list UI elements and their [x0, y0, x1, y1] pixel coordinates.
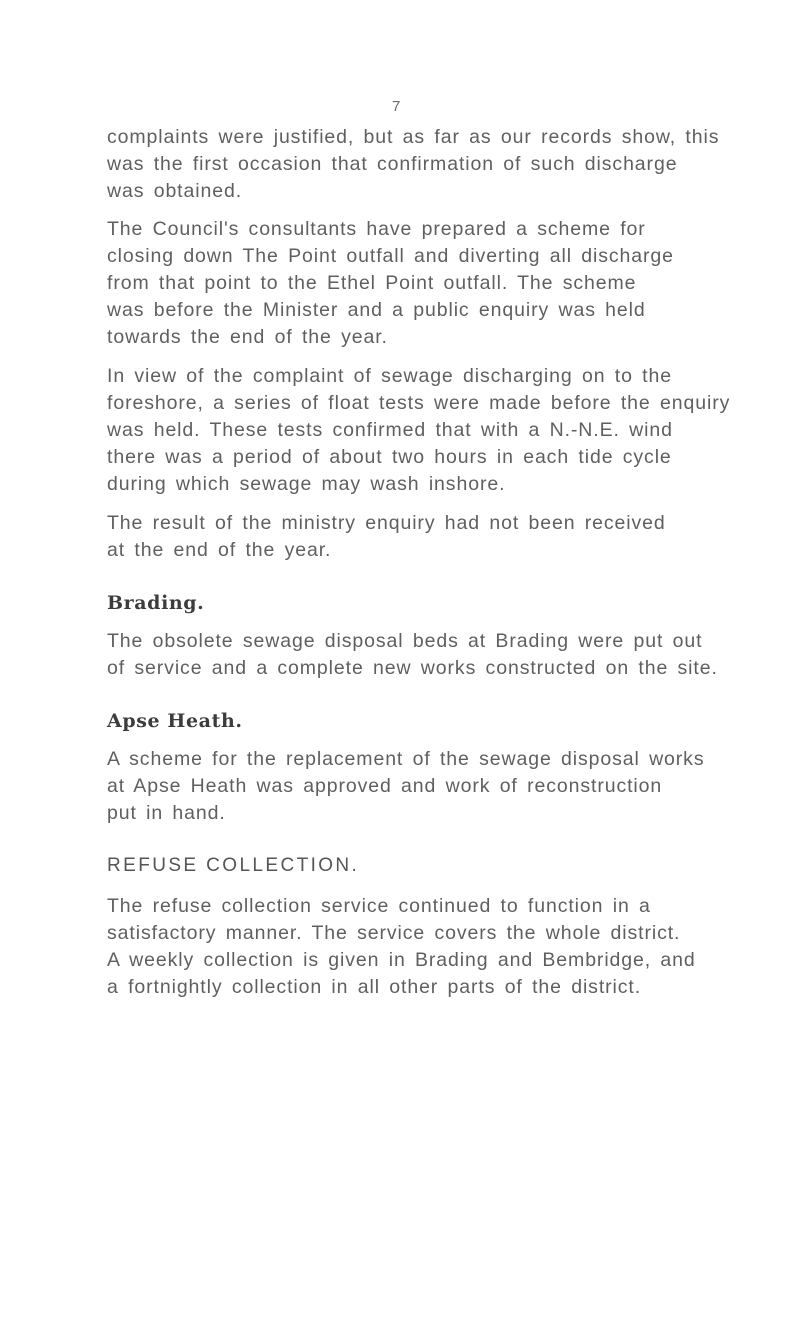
text-line: of service and a complete new works constructed on the site. [107, 657, 718, 679]
paragraph-apse-heath [107, 746, 707, 827]
paragraph-enquiry-result [107, 510, 707, 564]
text-line: at the end of the year. [107, 539, 332, 561]
text-line: The Council's consultants have prepared a scheme for [107, 218, 646, 240]
heading-apse-heath: Apse Heath. [107, 710, 243, 732]
heading-refuse-collection: REFUSE COLLECTION. [107, 855, 360, 876]
text-line: complaints were justified, but as far as our records show, this [107, 126, 720, 148]
text-line: was held. These tests confirmed that with a N.-N.E. wind [107, 419, 673, 441]
paragraph-refuse-collection [107, 893, 707, 1001]
paragraph-discharge-confirmation [107, 124, 720, 205]
text-line: was obtained. [107, 180, 243, 202]
text-line: In view of the complaint of sewage discharging on to the [107, 365, 672, 387]
paragraph-float-tests [107, 363, 731, 498]
heading-brading: Brading. [107, 592, 205, 614]
text-line: there was a period of about two hours in each tide cycle [107, 446, 672, 468]
text-line: put in hand. [107, 802, 226, 824]
text-line: The refuse collection service continued to function in a [107, 895, 651, 917]
text-line: A weekly collection is given in Brading and Bembridge, and [107, 949, 696, 971]
paragraph-consultants-scheme [107, 216, 707, 351]
page-number: 7 [392, 98, 401, 115]
text-line: satisfactory manner. The service covers the whole district. [107, 922, 681, 944]
text-line: foreshore, a series of float tests were made before the enquiry [107, 392, 731, 414]
text-line: was the first occasion that confirmation of such discharge [107, 153, 678, 175]
text-line: The result of the ministry enquiry had not been received [107, 512, 666, 534]
text-line: was before the Minister and a public enquiry was held [107, 299, 646, 321]
text-line: from that point to the Ethel Point outfall. The scheme [107, 272, 637, 294]
text-line: a fortnightly collection in all other parts of the district. [107, 976, 642, 998]
text-line: during which sewage may wash inshore. [107, 473, 506, 495]
text-line: The obsolete sewage disposal beds at Brading were put out [107, 630, 703, 652]
text-line: closing down The Point outfall and diverting all discharge [107, 245, 674, 267]
text-line: A scheme for the replacement of the sewage disposal works [107, 748, 705, 770]
text-line: at Apse Heath was approved and work of reconstruction [107, 775, 663, 797]
text-line: towards the end of the year. [107, 326, 388, 348]
paragraph-brading [107, 628, 718, 682]
